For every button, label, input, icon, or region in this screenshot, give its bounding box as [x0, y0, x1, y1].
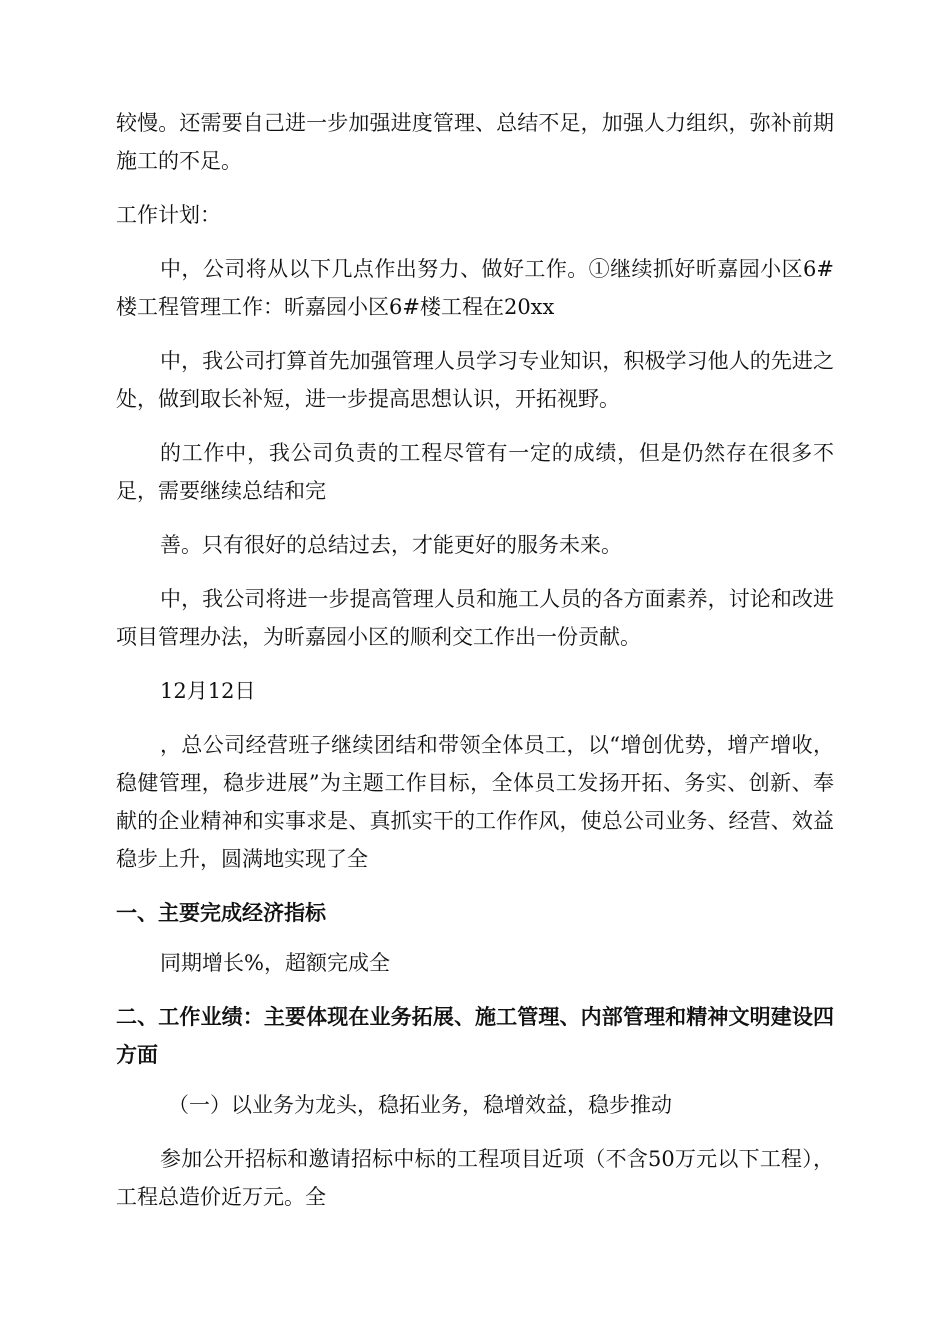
date-line: 12月12日	[160, 679, 256, 703]
paragraph-quality-improvement: 中，我公司将进一步提高管理人员和施工人员的各方面素养，讨论和改进项目管理办法，为昕嘉园小区的顺利交工作出一份贡献。	[116, 587, 834, 649]
paragraph-improvement: 善。只有很好的总结过去，才能更好的服务未来。	[160, 533, 622, 557]
work-plan-heading: 工作计划：	[116, 203, 221, 227]
paragraph-company-summary: ，总公司经营班子继续团结和带领全体员工，以“增创优势，增产增收，稳健管理，稳步进展”为主题工作目标，全体员工发扬开拓、务实、创新、奉献的企业精神和实事求是、真抓实干的工作作风，使总公司业务、经营、效益稳步上升，圆满地实现了全	[116, 733, 834, 871]
paragraph-progress-summary: 较慢。还需要自己进一步加强进度管理、总结不足，加强人力组织，弥补前期施工的不足。	[116, 111, 834, 173]
subheading-business-lead: （一）以业务为龙头，稳拓业务，稳增效益，稳步推动	[168, 1093, 672, 1117]
section-heading-achievements: 二、工作业绩：主要体现在业务拓展、施工管理、内部管理和精神文明建设四方面	[116, 1005, 834, 1067]
paragraph-growth: 同期增长%，超额完成全	[160, 951, 390, 975]
paragraph-shortcomings: 的工作中，我公司负责的工程尽管有一定的成绩，但是仍然存在很多不足，需要继续总结和完	[116, 441, 834, 503]
paragraph-bidding: 参加公开招标和邀请招标中标的工程项目近项（不含50万元以下工程），工程总造价近万元。全	[116, 1147, 834, 1209]
document-body	[116, 104, 834, 1232]
paragraph-plan-efforts: 中，公司将从以下几点作出努力、做好工作。①继续抓好昕嘉园小区6#楼工程管理工作：昕嘉园小区6#楼工程在20xx	[116, 257, 834, 319]
paragraph-staff-learning: 中，我公司打算首先加强管理人员学习专业知识，积极学习他人的先进之处，做到取长补短，进一步提高思想认识，开拓视野。	[116, 349, 834, 411]
section-heading-economic-indicators: 一、主要完成经济指标	[116, 901, 326, 925]
